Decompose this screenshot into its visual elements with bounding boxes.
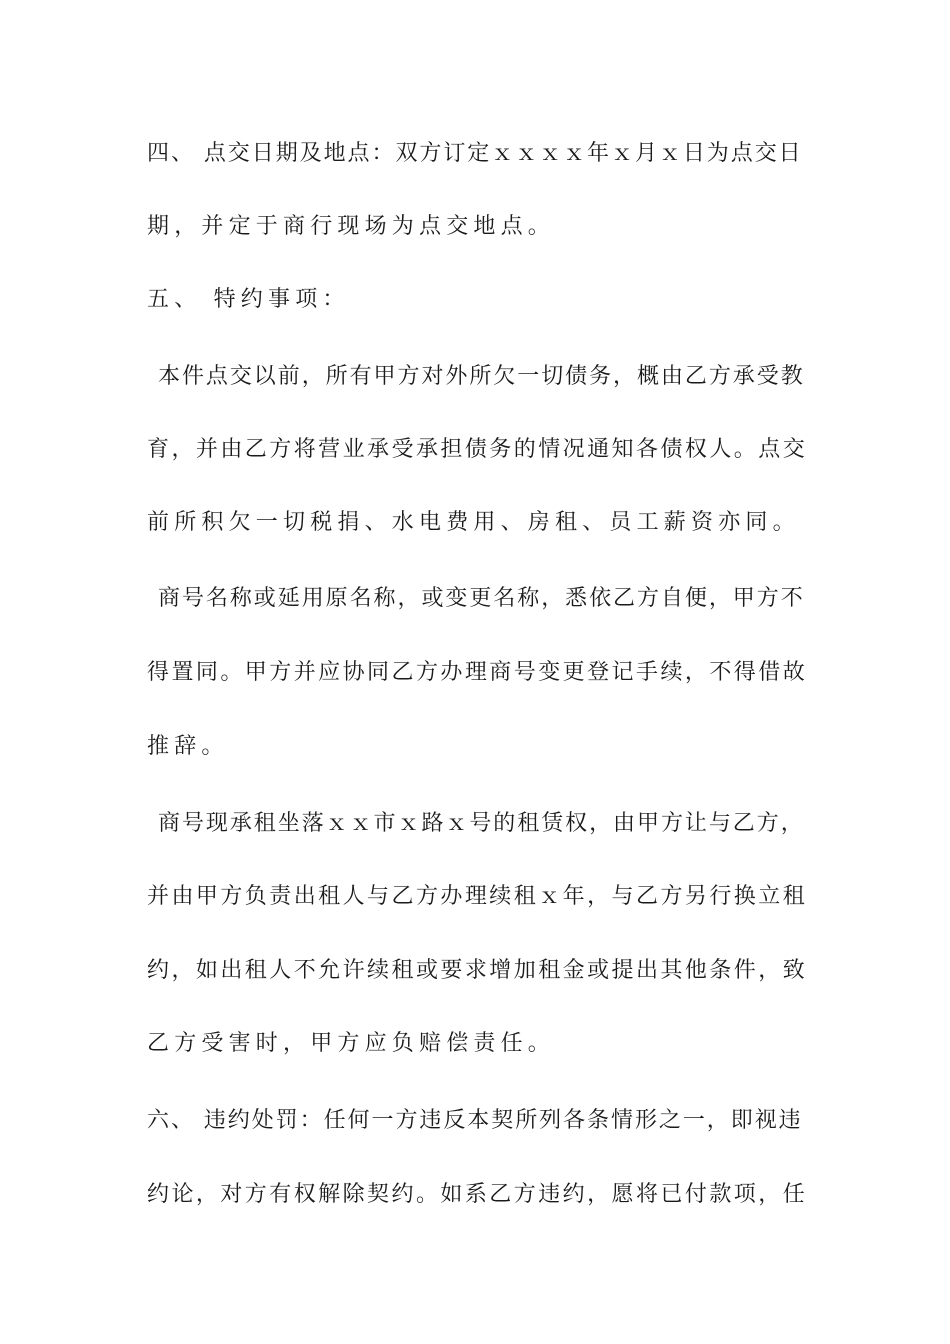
clause-six-line-1: 六、 违约处罚：任何一方违反本契所列各条情形之一，即视违 — [147, 1108, 803, 1133]
clause-five-para1-line-2: 育，并由乙方将营业承受承担债务的情况通知各债权人。点交 — [147, 437, 808, 462]
clause-five-para2-line-3: 推辞。 — [147, 734, 229, 759]
clause-five-para3-line-1: 商号现承租坐落ｘｘ市ｘ路ｘ号的租赁权，由甲方让与乙方， — [158, 811, 805, 836]
clause-five-para2-line-1: 商号名称或延用原名称，或变更名称，悉依乙方自便，甲方不 — [158, 586, 805, 611]
clause-four-line-2: 期，并定于商行现场为点交地点。 — [147, 214, 556, 239]
clause-five-para3-line-3: 约，如出租人不允许续租或要求增加租金或提出其他条件，致 — [147, 958, 808, 983]
clause-six-line-2: 约论，对方有权解除契约。如系乙方违约，愿将已付款项，任 — [147, 1182, 808, 1207]
clause-five-para1-line-3: 前所积欠一切税捐、水电费用、房租、员工薪资亦同。 — [147, 510, 800, 535]
clause-four-line-1: 四、 点交日期及地点：双方订定ｘｘｘｘ年ｘ月ｘ日为点交日 — [147, 141, 803, 166]
clause-five-heading: 五、 特约事项： — [147, 287, 350, 312]
clause-five-para3-line-2: 并由甲方负责出租人与乙方办理续租ｘ年，与乙方另行换立租 — [147, 884, 808, 909]
clause-five-para1-line-1: 本件点交以前，所有甲方对外所欠一切债务，概由乙方承受教 — [158, 364, 805, 389]
clause-five-para3-line-4: 乙方受害时，甲方应负赔偿责任。 — [147, 1031, 556, 1056]
clause-five-para2-line-2: 得置同。甲方并应协同乙方办理商号变更登记手续，不得借故 — [147, 660, 808, 685]
